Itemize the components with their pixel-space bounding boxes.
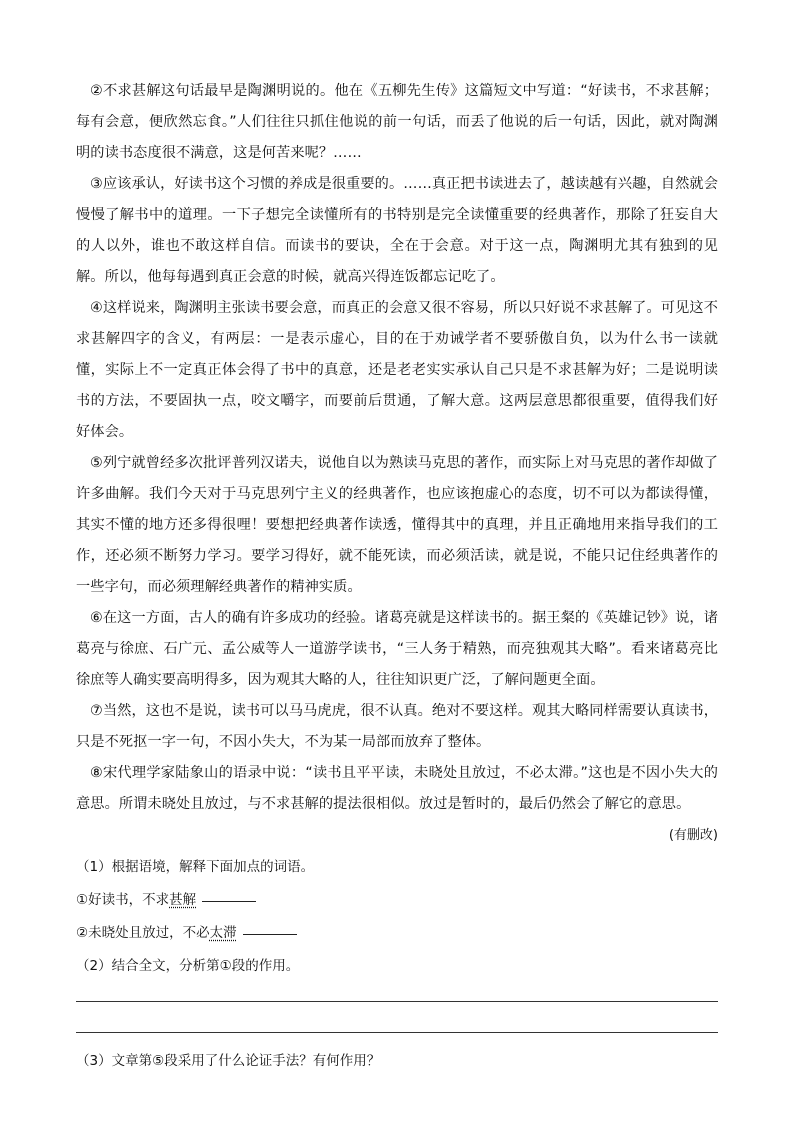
paragraph-2: ②不求甚解这句话最早是陶渊明说的。他在《五柳先生传》这篇短文中写道：“好读书，不求甚解；每有会意，便欣然忘食。”人们往往只抓住他说的前一句话，而丢了他说的后一句话，因此，就对陶渊明的读书态度很不满意，这是何苦来呢？…… [76,83,718,161]
dotted-word-taizhi: 太滞 [209,925,237,941]
question-1-item-1-prefix: ①好读书，不求 [76,892,170,908]
question-3-prompt: （3）文章第⑤段采用了什么论证手法？有何作用？ [76,1053,381,1069]
paragraph-6: ⑥在这一方面，古人的确有许多成功的经验。诸葛亮就是这样读书的。据王粲的《英雄记钞》说，诸葛亮与徐庶、石广元、孟公威等人一道游学读书，“三人务于精熟，而亮独观其大略”。看来诸葛亮比徐庶等人确实要高明得多，因为观其大略的人，往往知识更广泛，了解问题更全面。 [76,610,718,688]
paragraph-8: ⑧宋代理学家陆象山的语录中说：“读书且平平读，未晓处且放过，不必太滞。”这也是不因小失大的意思。所谓未晓处且放过，与不求甚解的提法很相似。放过是暂时的，最后仍然会了解它的意思。 [76,765,718,812]
answer-line-2[interactable] [76,1032,718,1033]
answer-blank-2[interactable] [243,933,297,935]
dotted-word-shenjie: 甚解 [169,892,197,908]
paragraph-7: ⑦当然，这也不是说，读书可以马马虎虎，很不认真。绝对不要这样。观其大略同样需要认真读书，只是不死抠一字一句，不因小失大，不为某一局部而放弃了整体。 [76,703,718,750]
question-1-item-1 [76,884,718,917]
paragraph-5: ⑤列宁就曾经多次批评普列汉诺夫，说他自以为熟读马克思的著作，而实际上对马克思的著作却做了许多曲解。我们今天对于马克思列宁主义的经典著作，也应该抱虚心的态度，切不可以为都读得懂，其实不懂的地方还多得很哩！要想把经典著作读透，懂得其中的真理，并且正确地用来指导我们的工作，还必须不断努力学习。要学习得好，就不能死读，而必须活读，就是说，不能只记住经典著作的一些字句，而必须理解经典著作的精神实质。 [76,455,718,595]
exam-page [76,76,718,1078]
question-1-item-2-prefix: ②未晓处且放过，不必 [76,925,210,941]
paragraph-4: ④这样说来，陶渊明主张读书要会意，而真正的会意又很不容易，所以只好说不求甚解了。可见这不求甚解四字的含义，有两层：一是表示虚心，目的在于劝诫学者不要骄傲自负，以为什么书一读就懂，实际上不一定真正体会得了书中的真意，还是老老实实承认自己只是不求甚解为好；二是说明读书的方法，不要固执一点，咬文嚼字，而要前后贯通，了解大意。这两层意思都很重要，值得我们好好体会。 [76,300,718,440]
question-2-prompt: （2）结合全文，分析第①段的作用。 [76,958,300,974]
answer-blank-1[interactable] [202,900,256,902]
question-1-prompt: （1）根据语境，解释下面加点的词语。 [76,859,315,875]
source-note: (有删改) [668,828,718,843]
answer-line-1[interactable] [76,1001,718,1002]
question-1-item-2 [76,917,718,950]
paragraph-3: ③应该承认，好读书这个习惯的养成是很重要的。……真正把书读进去了，越读越有兴趣，自然就会慢慢了解书中的道理。一下子想完全读懂所有的书特别是完全读懂重要的经典著作，那除了狂妄自大的人以外，谁也不敢这样自信。而读书的要诀，全在于会意。对于这一点，陶渊明尤其有独到的见解。所以，他每每遇到真正会意的时候，就高兴得连饭都忘记吃了。 [76,176,718,285]
